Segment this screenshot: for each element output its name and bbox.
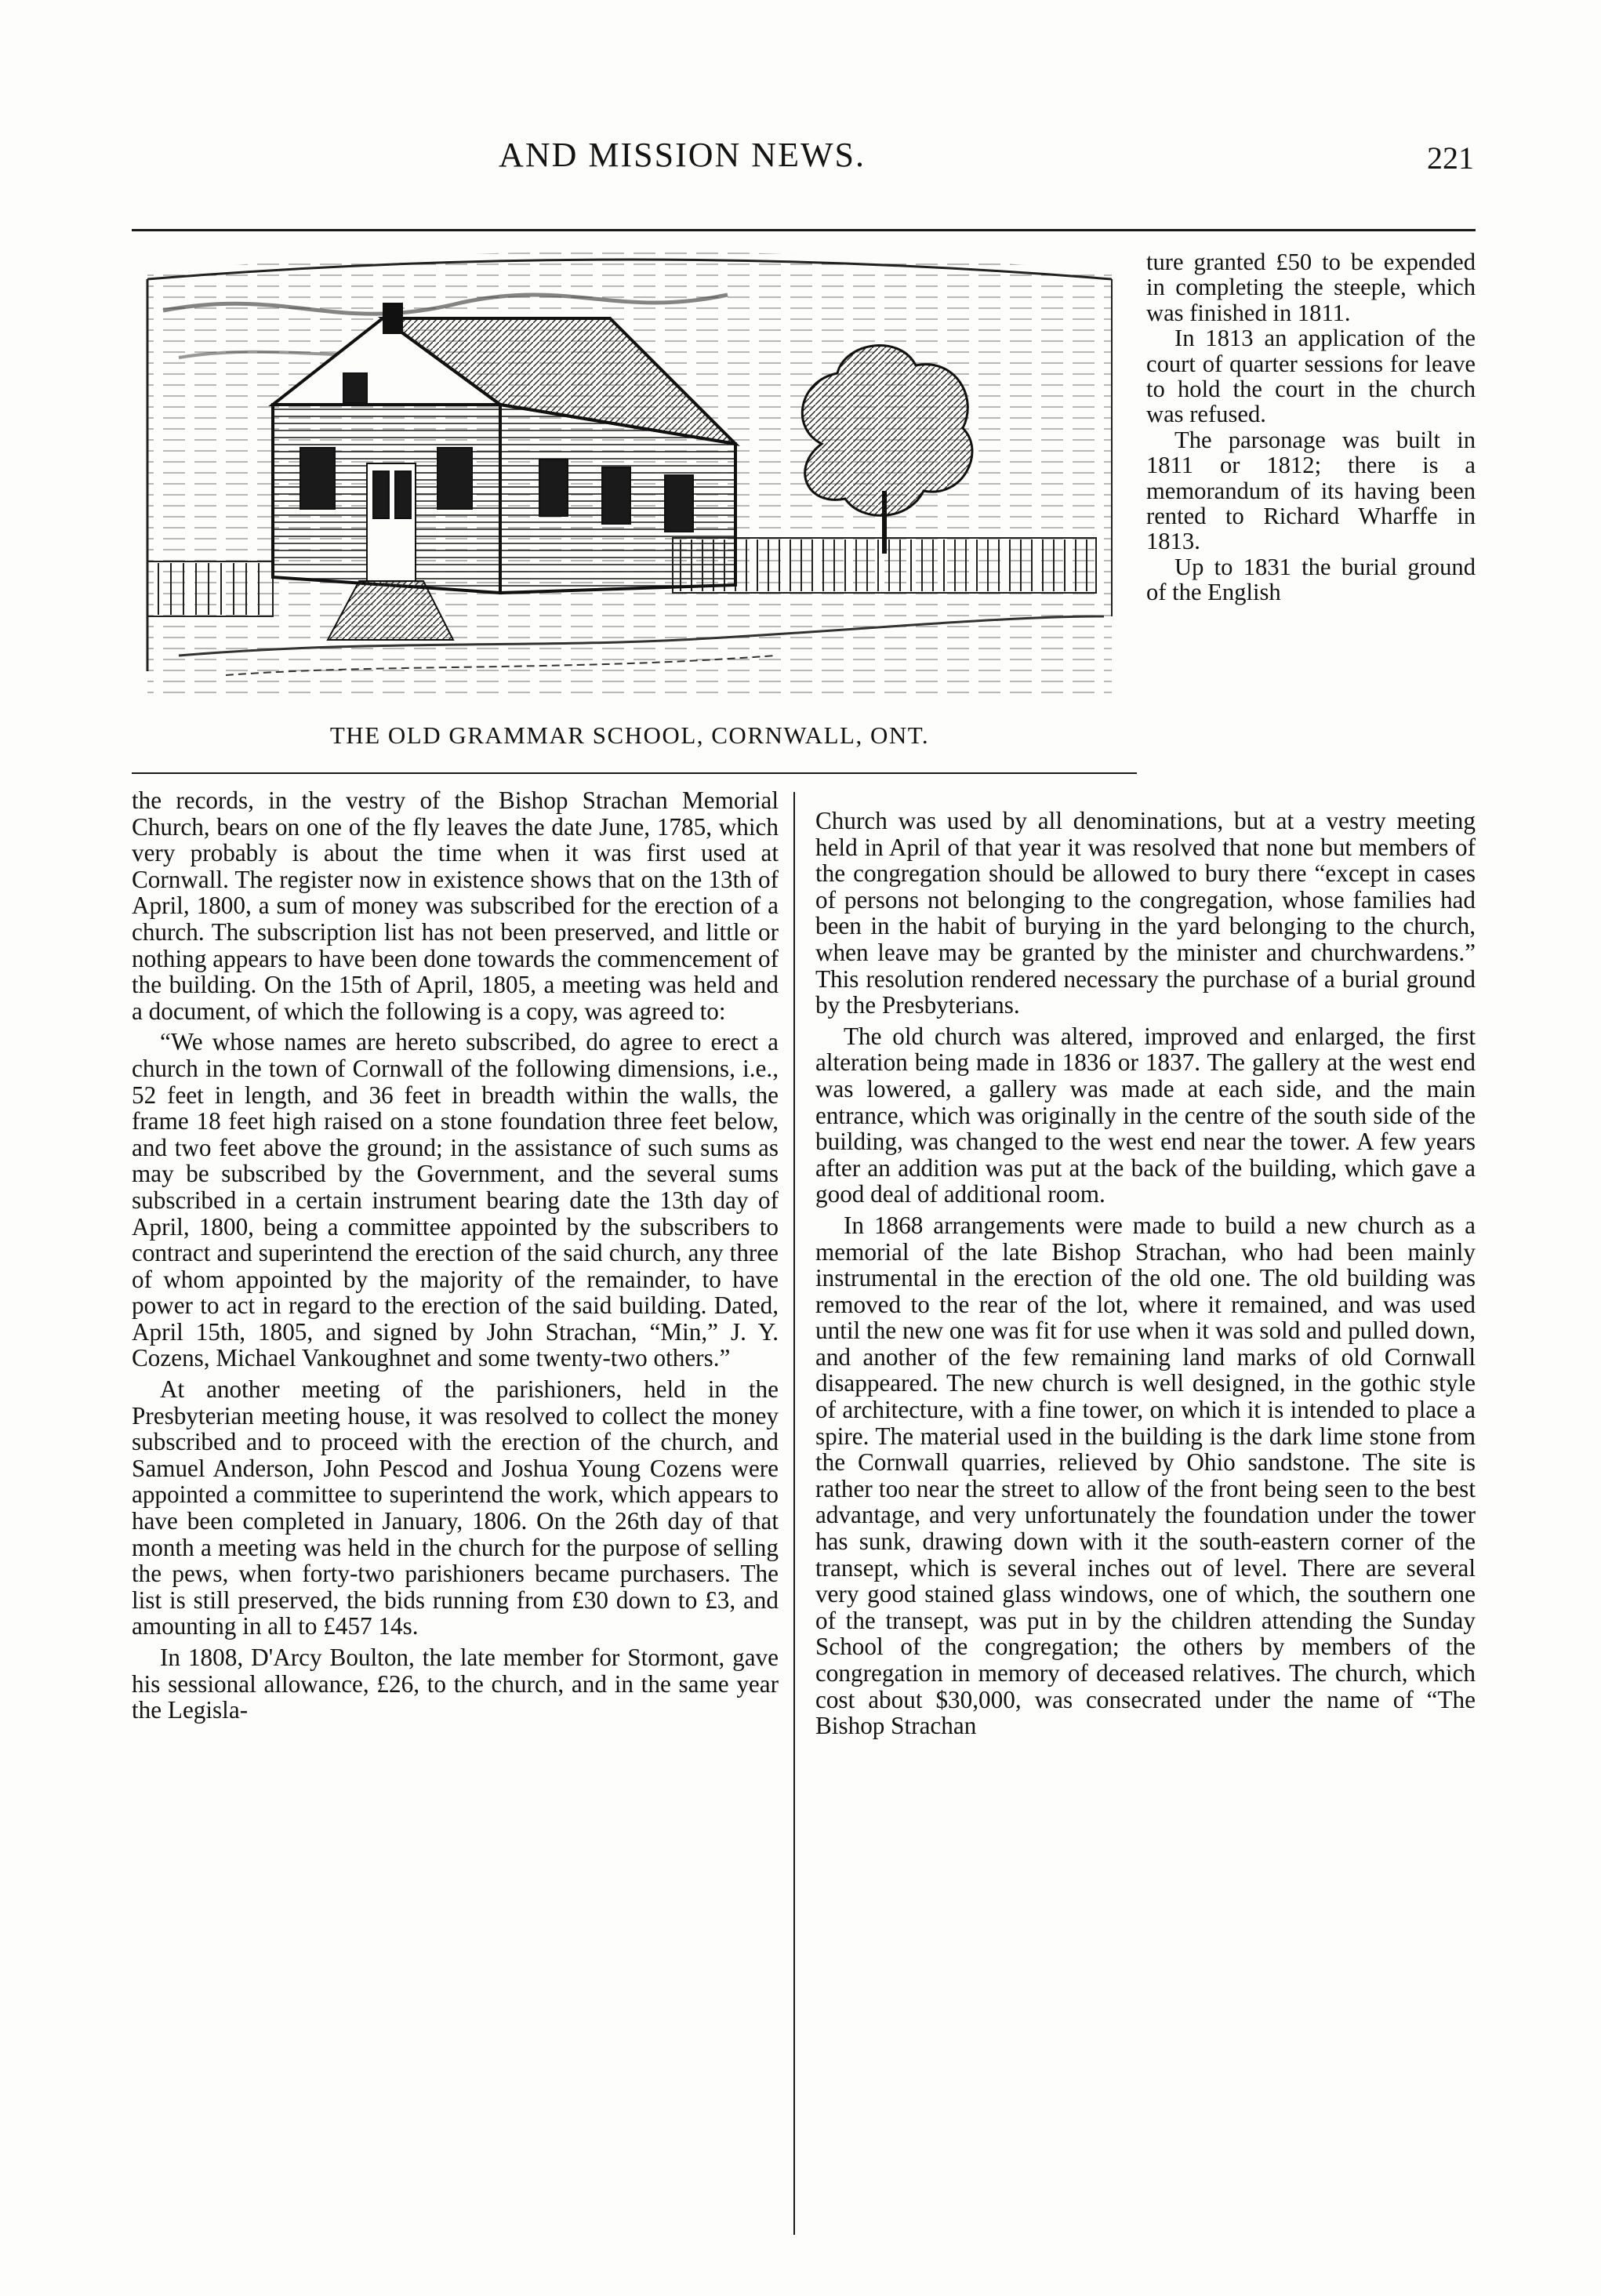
header-rule (132, 229, 1476, 231)
paragraph: In 1813 an application of the court of quarter sessions for leave to hold the court in the church was refused. (1146, 325, 1476, 428)
figure-caption: THE OLD GRAMMAR SCHOOL, CORNWALL, ONT. (329, 721, 930, 749)
paragraph: “We whose names are hereto subscribed, do agree to erect a church in the town of Cornwall of the following dimensions, i.e., 52 feet in length, and 36 feet in breadth within the walls, the frame 18 feet high raised on a stone foundation three feet below, and two feet above the ground; in the assistance of such sums as may be subscribed by the Government, and the several sums subscribed in a certain instrument bearing date the 13th day of April, 1800, being a committee appointed by the subscribers to contract and superintend the erection of the said church, any three of whom appointed by the majority of the remainder, to have power to act in regard to the erection of the said building. Dated, April 15th, 1805, and signed by John Strachan, “Min,” J. Y. Cozens, Michael Vankoughnet and some twenty-two others.” (132, 1028, 779, 1372)
right-column (815, 808, 1476, 1739)
paragraph: At another meeting of the parishioners, held in the Presbyterian meeting house, it was resolved to collect the money subscribed and to proceed with the erection of the church, and Samuel Anderson, John Pescod and Joshua Young Cozens were appointed a committee to superintend the work, which appears to have been completed in January, 1806. On the 26th day of that month a meeting was held in the church for the purpose of selling the pews, when forty-two parishioners became purchasers. The list is still preserved, the bids running from £30 down to £3, and amounting in all to £457 14s. (132, 1375, 779, 1640)
running-header: AND MISSION NEWS. (499, 136, 866, 174)
paragraph: Church was used by all denominations, but at a vestry meeting held in April of that year it was resolved that none but members of the congregation should be allowed to bury there “except in cases of persons not belonging to the congregation, whose families had been in the habit of burying in the yard belonging to the church, when leave may be granted by the minister and churchwardens.” This resolution rendered necessary the purchase of a burial ground by the Presbyterians. (815, 807, 1476, 1019)
column-divider (793, 792, 795, 2235)
paragraph: ture granted £50 to be expended in completing the steeple, which was finished in 1811. (1146, 249, 1476, 326)
paragraph: Up to 1831 the burial ground of the English (1146, 553, 1476, 606)
paragraph: the records, in the vestry of the Bishop Strachan Memorial Church, bears on one of the fly leaves the date June, 1785, which very probably is about the time when it was first used at Cornwall. The register now in existence shows that on the 13th of April, 1800, a sum of money was subscribed for the erection of a church. The subscription list has not been preserved, and little or nothing appears to have been done towards the commencement of the building. On the 15th of April, 1805, a meeting was held and a document, of which the following is a copy, was agreed to: (132, 787, 779, 1025)
schoolhouse-illustration (132, 248, 1127, 695)
page-number: 221 (1427, 140, 1474, 176)
paragraph: In 1868 arrangements were made to build a new church as a memorial of the late Bishop Strachan, who had been mainly instrumental in the erection of the old one. The old building was removed to the rear of the lot, where it remained, and was used until the new one was fit for use when it was sold and pulled down, and another of the few remaining land marks of old Cornwall disappeared. The new church is well designed, in the gothic style of architecture, with a fine tower, on which it is intended to place a spire. The material used in the building is the dark lime stone from the Cornwall quarries, relieved by Ohio sandstone. The site is rather too near the street to allow of the front being seen to the best advantage, and very unfortunately the foundation under the tower has sunk, drawing down with it the south-eastern corner of the transept, which is several inches out of level. There are several very good stained glass windows, one of which, the southern one of the transept, was put in by the children attending the Sunday School of the congregation; the others by members of the congregation in memory of deceased relatives. The church, which cost about $30,000, was consecrated under the name of “The Bishop Strachan (815, 1211, 1476, 1740)
paragraph: The parsonage was built in 1811 or 1812; there is a memorandum of its having been rented to Richard Wharffe in 1813. (1146, 426, 1476, 555)
paragraph: The old church was altered, improved and enlarged, the first alteration being made in 1836 or 1837. The gallery at the west end was lowered, a gallery was made at each side, and the main entrance, which was originally in the centre of the south side of the building, was changed to the west end near the tower. A few years after an addition was put at the back of the building, which gave a good deal of additional room. (815, 1022, 1476, 1208)
right-top-text (1146, 249, 1476, 605)
caption-rule (132, 772, 1137, 774)
paragraph: In 1808, D'Arcy Boulton, the late member for Stormont, gave his sessional allowance, £26, to the church, and in the same year the Legisla- (132, 1644, 779, 1724)
left-column (132, 787, 779, 1724)
